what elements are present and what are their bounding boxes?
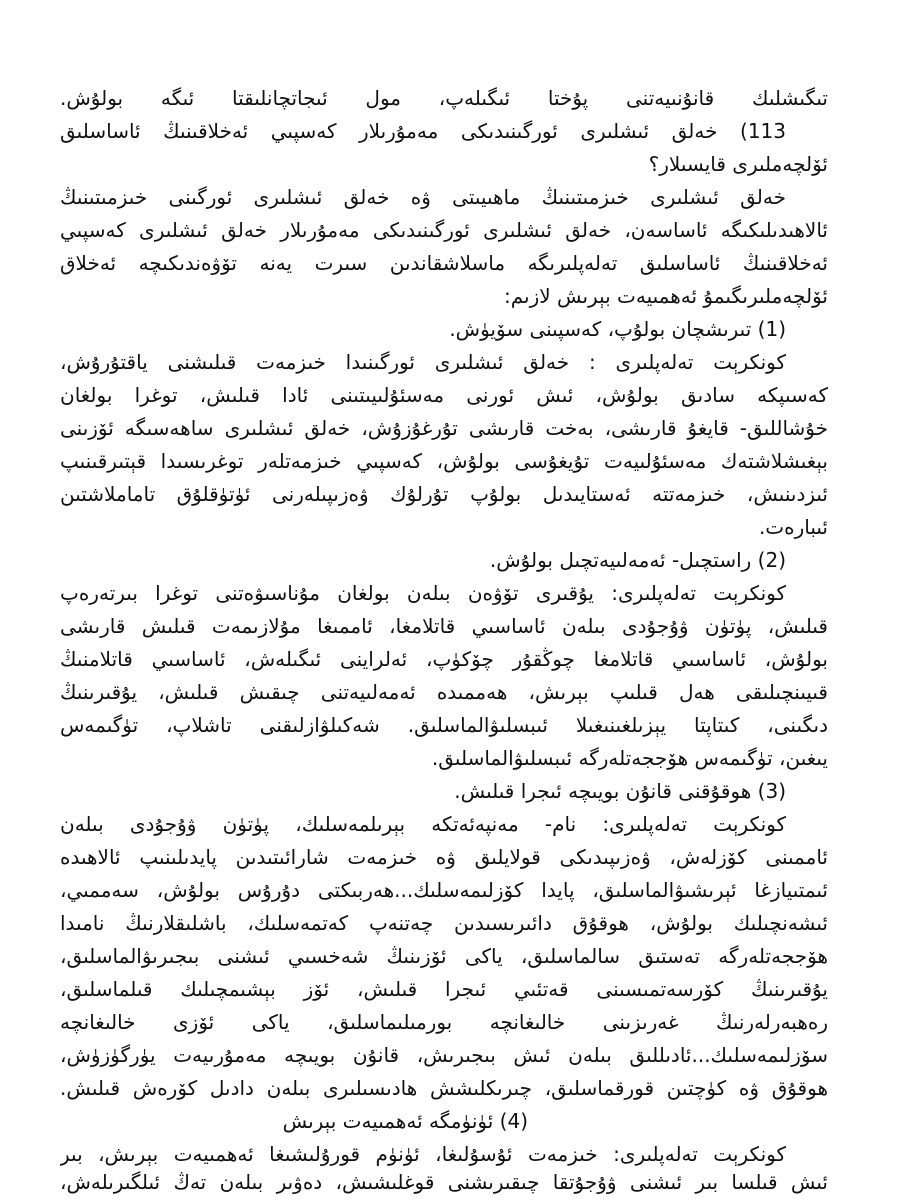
text-line: تىگىشلىك قانۇنىيەتنى پۇختا ئىگىلەپ، مول ئىجاتچانلىقتا ئىگە بولۇش. — [60, 86, 828, 110]
text-line: قىلىش، پۈتۈن ۋۇجۇدى بىلەن ئاساسىي قاتلامغا، ئاممىغا مۇلازىمەت قىلىش قارىشى — [60, 614, 828, 638]
text-line: ئالاھىدىلىكىگە ئاساسەن، خەلق ئىشلىرى ئورگىنىدىكى مەمۇرىلار خەلق ئىشلىرى كەسپىي — [60, 218, 828, 242]
question-heading-line: 113) خەلق ئىشلىرى ئورگىنىدىكى مەمۇرىلار كەسپىي ئەخلاقىنىڭ ئاساسلىق — [60, 119, 786, 143]
text-line: بېغىشلاشتەك مەسئۇلىيەت تۇيغۇسى بولۇش، كەسپىي خىزمەتلەر توغرىسىدا قېتىرقىنىپ — [60, 449, 828, 473]
text-line: قىيىنچىلىقى ھەل قىلىپ بېرىش، ھەممىدە ئەمەلىيەتنى چىقىش قىلىش، يۇقىرىنىڭ — [60, 680, 828, 704]
section-heading-line: (4) ئۈنۈمگە ئەھمىيەت بېرىش — [282, 1109, 528, 1133]
text-line: يۇقىرىنىڭ كۆرسەتمىسىنى قەتئىي ئىجرا قىلىش، ئۆز بېشىمچىلىك قىلماسلىق، — [60, 977, 828, 1001]
text-line: ئىش قىلسا بىر ئىشنى ۋۇجۇتقا چىقىرىشنى قوغلىشىش، دەۋىر بىلەن تەڭ ئىلگىرىلەش، — [60, 1170, 828, 1194]
text-line: ئىمتىيازغا ئېرىشىۋالماسلىق، پايدا كۆزلىمەسلىك...ھەربىكتى دۇرۇس بولۇش، سەممىي، — [60, 878, 828, 902]
text-line: رەھبەرلەرنىڭ غەرىزىنى خالىغانچە بورمىلىماسلىق، ياكى ئۆزى خالىغانچە — [60, 1010, 828, 1034]
text-line: ئىبارەت. — [758, 515, 828, 539]
text-line: كەسىپكە سادىق بولۇش، ئىش ئورنى مەسئۇلىيىتىنى ئادا قىلىش، توغرا بولغان — [60, 383, 828, 407]
text-line: ئىزدىنىش، خىزمەتتە ئەستايىدىل بولۇپ تۇرلۇك ۋەزىپىلەرنى ئۈتۈقلۇق تاماملاشتىن — [60, 482, 828, 506]
text-line: بولۇش، ئاساسىي قاتلامغا چوڭقۇر چۆكۈپ، ئەلراينى ئىگىلەش، ئاساسىي قاتلامنىڭ — [60, 647, 828, 671]
text-line: ئەخلاقىنىڭ ئاساسلىق تەلەپلىرىگە ماسلاشقاندىن سىرت يەنە تۆۋەندىكىچە ئەخلاق — [60, 251, 828, 275]
text-line: سۆزلىمەسلىك...ئادىللىق بىلەن ئىش بىجىرىش، قانۇن بويىچە مەمۇرىيەت يۈرگۈزۈش، — [60, 1043, 828, 1067]
text-line: دىگىنى، كىتاپتا يېزىلغىنىغىلا ئىبسلىۋالماسلىق. شەكىلۋازلىقنى تاشلاپ، تۈگىمەس — [60, 713, 828, 737]
section-heading-line: (1) تىرىشچان بولۇپ، كەسپىنى سۆيۈش. — [449, 317, 786, 341]
text-line: كونكرېت تەلەپلىرى: يۇقىرى تۆۋەن بىلەن بولغان مۇناسىۋەتنى توغرا بىرتەرەپ — [60, 581, 786, 605]
text-line: ئۆلچەملىرىگىمۇ ئەھمىيەت بېرىش لازىم: — [503, 284, 828, 308]
text-line: ھوقۇق ۋە كۈچتىن قورقماسلىق، چىرىكلىشش ھادىسىلىرى بىلەن دادىل كۆرەش قىلىش. — [60, 1076, 828, 1100]
text-line: كونكرېت تەلەپلىرى: نام- مەنپەئەتكە بېرىلمەسلىك، پۈتۈن ۋۇجۇدى بىلەن — [60, 812, 786, 836]
text-line: يىغىن، تۈگىمەس ھۆججەتلەرگە ئىبسلىۋالماسلىق. — [431, 746, 828, 770]
text-line: ئىشەنچىلىك بولۇش، ھوقۇق دائىرىسىدىن چەتنەپ كەتمەسلىك، باشلىقلارنىڭ نامىدا — [60, 911, 828, 935]
text-line: ئاممىنى كۆزلەش، ۋەزىپىدىكى قولايلىق ۋە خىزمەت شارائىتىدىن پايدىلىنىپ ئالاھىدە — [60, 845, 828, 869]
section-heading-line: (2) راستچىل- ئەمەلىيەتچىل بولۇش. — [489, 548, 786, 572]
text-line: خۇشاللىق- قايغۇ قارىشى، بەخت قارىشى تۇرغۇزۇش، خەلق ئىشلىرى ساھەسىگە ئۆزىنى — [60, 416, 828, 440]
text-line: كونكرېت تەلەپلىرى: خىزمەت ئۇسۇلىغا، ئۈنۈم قورۇلىشىغا ئەھمىيەت بېرىش، بىر — [60, 1142, 786, 1166]
text-line: خەلق ئىشلىرى خىزمىتىنىڭ ماھىيىتى ۋە خەلق ئىشلىرى ئورگىنى خىزمىتىنىڭ — [60, 185, 786, 209]
question-heading-line: ئۆلچەملىرى قايسىلار؟ — [648, 152, 828, 176]
text-line: كونكرېت تەلەپلىرى : خەلق ئىشلىرى ئورگىنىدا خىزمەت قىلىشنى ياقتۇرۇش، — [60, 350, 786, 374]
section-heading-line: (3) ھوقۇقنى قانۇن بويىچە ئىجرا قىلىش. — [454, 779, 786, 803]
text-line: ھۆججەتلەرگە تەستىق سالماسلىق، ياكى ئۆزىنىڭ شەخسىي ئىشنى بىجىرىۋالماسلىق، — [60, 944, 828, 968]
